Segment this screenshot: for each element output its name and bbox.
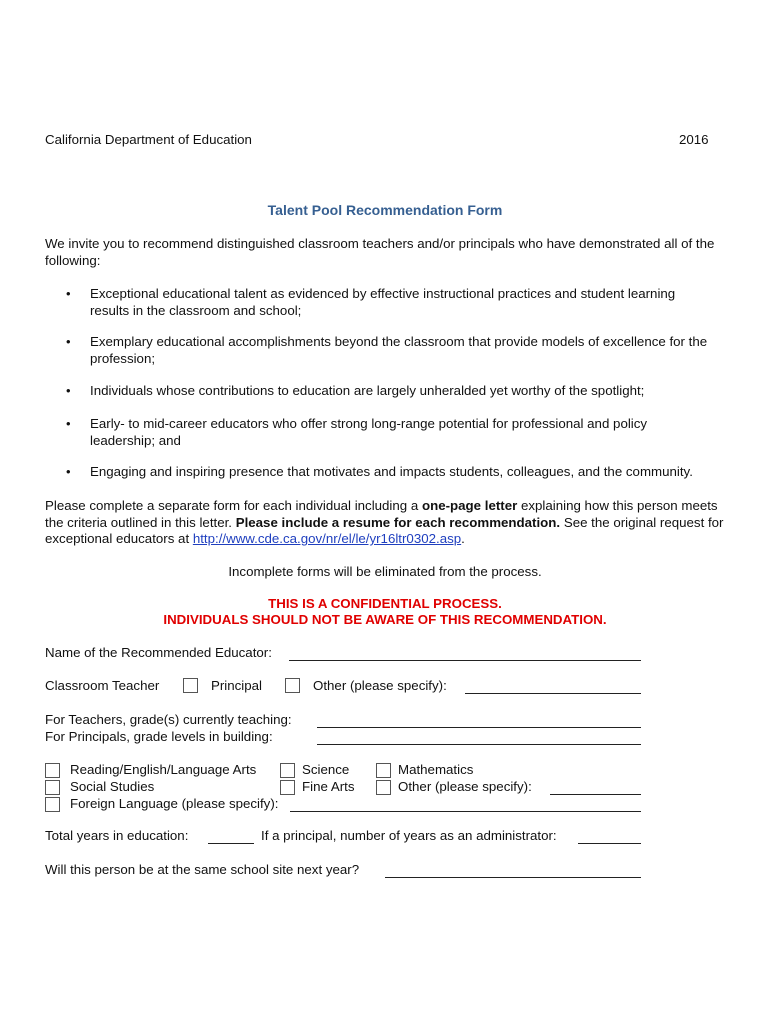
form-year: 2016 [679, 132, 709, 147]
list-item: Exceptional educational talent as evidenced by effective instructional practices and student learning results in the classroom and school; [90, 286, 676, 318]
intro-text: We invite you to recommend distinguished classroom teachers and/or principals who have demonstrated all of the following: [45, 236, 715, 268]
bullet-icon: • [66, 416, 71, 431]
teachers-grades-label: For Teachers, grade(s) currently teaching: [45, 712, 292, 727]
same-site-field[interactable] [385, 877, 641, 878]
list-item: Engaging and inspiring presence that motivates and impacts students, colleagues, and the community. [90, 464, 693, 479]
subject-other-checkbox[interactable] [376, 780, 391, 795]
instructions-text [45, 498, 730, 548]
instructions-part2: explaining how this person meets the criteria outlined in this letter. [45, 498, 718, 530]
total-years-label: Total years in education: [45, 828, 189, 843]
role-principal-label: Principal [211, 678, 262, 693]
subject-other-field[interactable] [550, 794, 641, 795]
confidential-line2: INDIVIDUALS SHOULD NOT BE AWARE OF THIS RECOMMENDATION. [163, 612, 607, 627]
mathematics-checkbox[interactable] [376, 763, 391, 778]
same-site-label: Will this person be at the same school site next year? [45, 862, 360, 877]
foreign-language-field[interactable] [290, 811, 641, 812]
bullet-icon: • [66, 334, 71, 349]
list-item: Early- to mid-career educators who offer strong long-range potential for professional and policy leadership; and [90, 416, 648, 448]
org-name: California Department of Education [45, 132, 252, 147]
name-label: Name of the Recommended Educator: [45, 645, 272, 660]
science-label: Science [302, 762, 350, 777]
admin-years-field[interactable] [578, 843, 641, 844]
teachers-grades-field[interactable] [317, 727, 641, 728]
foreign-language-label: Foreign Language (please specify): [70, 796, 279, 811]
total-years-field[interactable] [208, 843, 254, 844]
bullet-icon: • [66, 286, 71, 301]
principals-grades-field[interactable] [317, 744, 641, 745]
instructions-part3: See the original request for exceptional educators at [45, 514, 724, 546]
science-checkbox[interactable] [280, 763, 295, 778]
admin-years-label: If a principal, number of years as an administrator: [261, 828, 557, 843]
social-studies-checkbox[interactable] [45, 780, 60, 795]
instructions-part1: Please complete a separate form for each individual including a [45, 498, 422, 513]
teacher-checkbox[interactable] [183, 678, 198, 693]
role-other-label: Other (please specify): [313, 678, 447, 693]
fine-arts-label: Fine Arts [302, 779, 355, 794]
role-teacher-label: Classroom Teacher [45, 678, 160, 693]
incomplete-note: Incomplete forms will be eliminated from the process. [228, 564, 542, 579]
original-request-link[interactable]: http://www.cde.ca.gov/nr/el/le/yr16ltr0302.asp [192, 531, 462, 546]
form-title: Talent Pool Recommendation Form [267, 202, 503, 218]
fine-arts-checkbox[interactable] [280, 780, 295, 795]
role-other-field[interactable] [465, 693, 641, 694]
bullet-icon: • [66, 383, 71, 398]
list-item: Exemplary educational accomplishments beyond the classroom that provide models of excellence for the profession; [90, 334, 708, 366]
rla-checkbox[interactable] [45, 763, 60, 778]
list-item: Individuals whose contributions to education are largely unheralded yet worthy of the spotlight; [90, 383, 645, 398]
social-studies-label: Social Studies [70, 779, 155, 794]
name-field[interactable] [289, 660, 641, 661]
principal-checkbox[interactable] [285, 678, 300, 693]
mathematics-label: Mathematics [398, 762, 474, 777]
principals-grades-label: For Principals, grade levels in building: [45, 729, 273, 744]
instructions-bold2: Please include a resume for each recommendation. [235, 514, 561, 530]
instructions-bold1: one-page letter [421, 498, 518, 513]
foreign-language-checkbox[interactable] [45, 797, 60, 812]
confidential-line1: THIS IS A CONFIDENTIAL PROCESS. [268, 596, 502, 611]
instructions-part4: . [461, 531, 465, 546]
rla-label: Reading/English/Language Arts [70, 762, 257, 777]
subject-other-label: Other (please specify): [398, 779, 532, 794]
bullet-icon: • [66, 464, 71, 479]
